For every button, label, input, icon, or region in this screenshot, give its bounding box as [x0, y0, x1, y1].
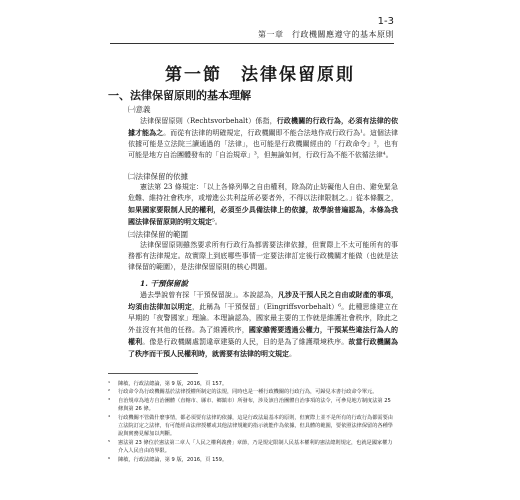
item-paragraph	[128, 182, 398, 228]
footnote: ³ 自治規章為地方自治團體（直轄市、縣市、鄉鎮市）所發布，涉及該自治團體自治事項的法令，可參見地方制度法第 25 條與第 26 條。	[108, 397, 391, 413]
footnote: ⁴ 行政機關不管做什麼事情，都必須要有法律的依據，這是行政法最基本的原則，但實際上並不是所有的行政行為都需要由立法院訂定之法律，有可能經由法律授權或其他法律規範的指示就能作為依據，但具體的範圍，要依照法律保留的各種學說與實務見解加以判斷。	[108, 414, 393, 438]
item-label: ㈠意義	[128, 105, 151, 114]
body-text: 憲法第 23 條規定：「以上各條列舉之自由權利，除為防止妨礙他人自由、避免緊急危難、維持社會秩序，或增進公共利益所必要者外，不得以法律限制之。」從本條觀之，	[128, 183, 398, 202]
body-text: 。	[289, 350, 296, 358]
body-text: 。像是行政機關處罰違章建築的人民，目的是為了維護環境秩序。	[142, 338, 349, 346]
item-paragraph	[128, 115, 398, 161]
subitem-paragraph	[128, 289, 398, 360]
body-text: ⁵。	[212, 218, 222, 226]
body-text: 法律保留原則雖然要求所有行政行為都需要法律依據，但實際上不太可能所有的事務都有法律規定。故實際上到底哪些事情一定要法律訂定後行政機關才能做（也就是法律保留的範圍），是法律保留原則的核心問題。	[128, 241, 398, 271]
subitem-label: 1. 干預保留說	[140, 279, 188, 288]
footnote: ⁵ 憲法第 23 條位於憲法第二章人「人民之權利義務」章節，乃是規定限制人民基本權利的憲法總則規定，也就是國家權力介入人民自由的界限。	[108, 439, 393, 455]
item-paragraph	[128, 240, 398, 273]
item-label: ㈡法律保留的依據	[128, 172, 188, 181]
section-title: 第一節 法律保留原則	[165, 65, 355, 85]
heading-1: 一、法律保留原則的基本理解	[108, 89, 251, 102]
item-meaning	[128, 104, 398, 161]
body-text: 法律保留原則（Rechtsvorbehalt）係指，	[140, 117, 277, 125]
bold-text: 如果國家要限制人民的權利，必須至少具備法律上的依據，故學說普遍認為，本條為我國法律保留原則的明文規定	[128, 205, 398, 226]
running-head: 第一章 行政機關應遵守的基本原則	[258, 30, 394, 39]
page-number: 1-3	[377, 16, 394, 27]
item-label: ㈢法律保留的範圍	[128, 230, 188, 239]
body-text: ，此稱為「干預保留」（Eingriffsvorbehalt）⁶。此種思維建立在早期的「夜警國家」理論。本理論認為，國家最主要的工作就是維護社會秩序，除此之外並沒有其他的任務。為了維護秩序，	[128, 303, 398, 334]
item-basis	[128, 171, 398, 228]
body-text: 過去學說曾有採「干預保留說」。本說認為，	[140, 291, 278, 299]
bold-text: 行政機關的行政行為，必須有法律的依據才能為之	[128, 116, 398, 137]
footnote: ² 行政命令為行政機關基於法律授權所制定的法規，同時也是一種行政機關的行政行為，可歸見本書行政命令單元。	[108, 389, 378, 396]
footnote-rule	[108, 373, 198, 374]
header-rule	[110, 43, 394, 44]
subitem-interference	[128, 278, 398, 360]
footnote: ¹ 陳敏，行政法總論，第 9 版，2016，頁 157。	[108, 381, 228, 387]
footnotes	[108, 380, 398, 464]
bold-text: 國家雖需要透過公權力，干預某些違法行為人的權利	[128, 325, 399, 346]
bold-text: 凡涉及干預人民之自由或財產的事項，均須由法律加以明定	[128, 290, 399, 311]
item-scope	[128, 229, 398, 273]
body-text: 。而從有法律的明確規定，行政機關即不能合法地作成行政行為¹。這個法律依據可能是立法院三讀通過的「法律」，也可能是行政機關經由的「行政命令」²，也有可能是地方自治團體發布的「自治規章」³，但無論如何，行政行為不能不依循法律⁴。	[128, 129, 398, 159]
footnote: ⁶ 陳敏，行政法總論，第 9 版，2016，頁 159。	[108, 456, 228, 463]
bold-text: 故當行政機關為了秩序而干預人民權利時，就需要有法律的明文規定	[128, 337, 399, 358]
